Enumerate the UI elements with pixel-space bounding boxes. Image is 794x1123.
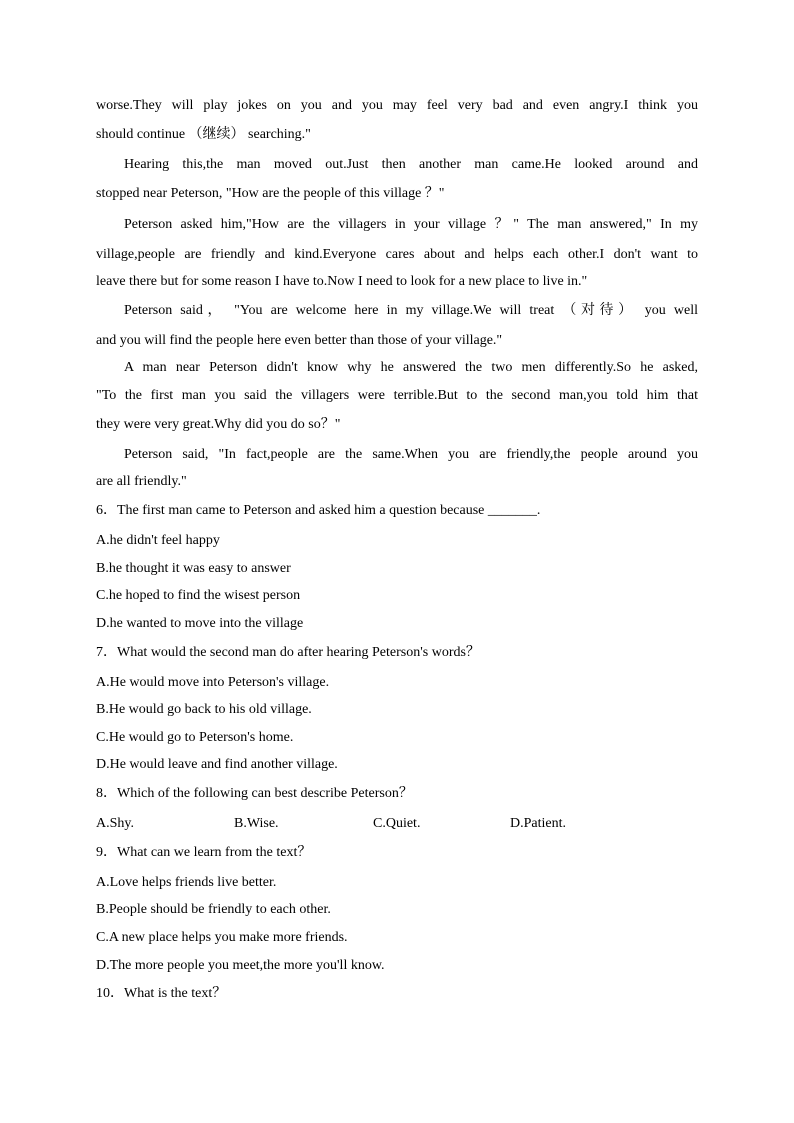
question-9-option-a[interactable]: A.Love helps friends live better. (96, 875, 277, 890)
passage-line: are all friendly." (96, 474, 187, 489)
passage-line: leave there but for some reason I have to.Now I need to look for a new place to live in." (96, 274, 588, 289)
passage-line: and you will find the people here even better than those of your village." (96, 333, 503, 348)
passage-line: A man near Peterson didn't know why he answered the two men differently.So he asked, (124, 360, 698, 375)
question-6-option-c[interactable]: C.he hoped to find the wisest person (96, 588, 301, 603)
passage-line: stopped near Peterson, "How are the people of this village ？" (96, 186, 445, 201)
question-9-option-d[interactable]: D.The more people you meet,the more you'll know. (96, 958, 385, 973)
question-9-stem: 9．What can we learn from the text？ (96, 845, 312, 860)
question-9-option-b[interactable]: B.People should be friendly to each other. (96, 902, 331, 917)
question-9-option-c[interactable]: C.A new place helps you make more friends. (96, 930, 348, 945)
question-7-option-d[interactable]: D.He would leave and find another village. (96, 757, 338, 772)
question-8-option-a[interactable]: A.Shy. (96, 816, 134, 831)
question-8-option-c[interactable]: C.Quiet. (373, 816, 421, 831)
question-8-stem: 8．Which of the following can best describe Peterson？ (96, 786, 413, 801)
question-6-stem: 6．The first man came to Peterson and asked him a question because _______. (96, 503, 541, 518)
passage-line: village,people are friendly and kind.Everyone cares about and helps each other.I don't want to (96, 247, 698, 262)
question-8-option-b[interactable]: B.Wise. (234, 816, 279, 831)
question-7-stem: 7．What would the second man do after hearing Peterson's words？ (96, 645, 480, 660)
question-6-option-d[interactable]: D.he wanted to move into the village (96, 616, 304, 631)
question-6-option-b[interactable]: B.he thought it was easy to answer (96, 561, 291, 576)
passage-line: Peterson asked him,"How are the villagers in your village ？" The man answered," In my (124, 217, 698, 232)
passage-line: Hearing this,the man moved out.Just then another man came.He looked around and (124, 157, 698, 172)
passage-line: they were very great.Why did you do so？" (96, 417, 341, 432)
question-10-stem: 10．What is the text？ (96, 986, 227, 1001)
passage-line: "To the first man you said the villagers were terrible.But to the second man,you told him that (96, 388, 698, 403)
passage-line: Peterson said, "In fact,people are the same.When you are friendly,the people around you (124, 447, 698, 462)
question-7-option-b[interactable]: B.He would go back to his old village. (96, 702, 312, 717)
passage-line: Peterson said， "You are welcome here in my village.We will treat （对待） you well (124, 303, 698, 318)
question-7-option-a[interactable]: A.He would move into Peterson's village. (96, 675, 330, 690)
question-7-option-c[interactable]: C.He would go to Peterson's home. (96, 730, 294, 745)
question-6-option-a[interactable]: A.he didn't feel happy (96, 533, 220, 548)
passage-line: worse.They will play jokes on you and you may feel very bad and even angry.I think you (96, 98, 698, 113)
passage-line: should continue （继续） searching." (96, 127, 311, 142)
question-8-option-d[interactable]: D.Patient. (510, 816, 566, 831)
